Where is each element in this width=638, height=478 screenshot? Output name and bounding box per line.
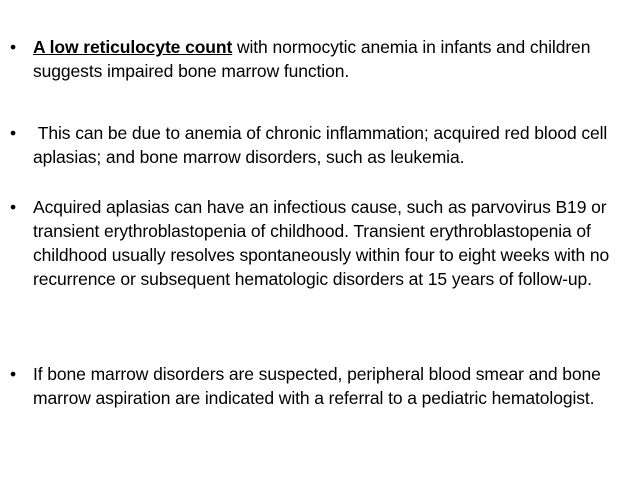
bullet-icon: • xyxy=(10,364,17,384)
bullet-text: This can be due to anemia of chronic inflammation; acquired red blood cell aplasias; and bone marrow disorders, such as leukemia. xyxy=(33,123,612,167)
bullet-item-acquired-aplasias xyxy=(8,195,630,291)
bullet-text: If bone marrow disorders are suspected, peripheral blood smear and bone marrow aspiration are indicated with a referral to a pediatric hematologist. xyxy=(33,364,606,408)
bullet-item-causes xyxy=(8,121,630,169)
bullet-icon: • xyxy=(10,123,17,143)
bullet-text xyxy=(33,35,630,83)
bullet-text: Acquired aplasias can have an infectious cause, such as parvovirus B19 or transient erythroblastopenia of childhood. Transient erythroblastopenia of childhood usually resolves spontaneously within four to eight weeks with no recurrence or subsequent hematologic disorders at 15 years of follow-up. xyxy=(33,197,614,289)
bullet-item-low-reticulocyte xyxy=(8,35,630,83)
bullet-item-bone-marrow-disorders xyxy=(8,362,630,410)
bullet-icon: • xyxy=(10,37,17,57)
bullet-emphasis: A low reticulocyte count xyxy=(33,37,233,57)
bullet-icon: • xyxy=(10,197,17,217)
bullet-body: with normocytic anemia in infants and children suggests impaired bone marrow function. xyxy=(33,37,596,81)
